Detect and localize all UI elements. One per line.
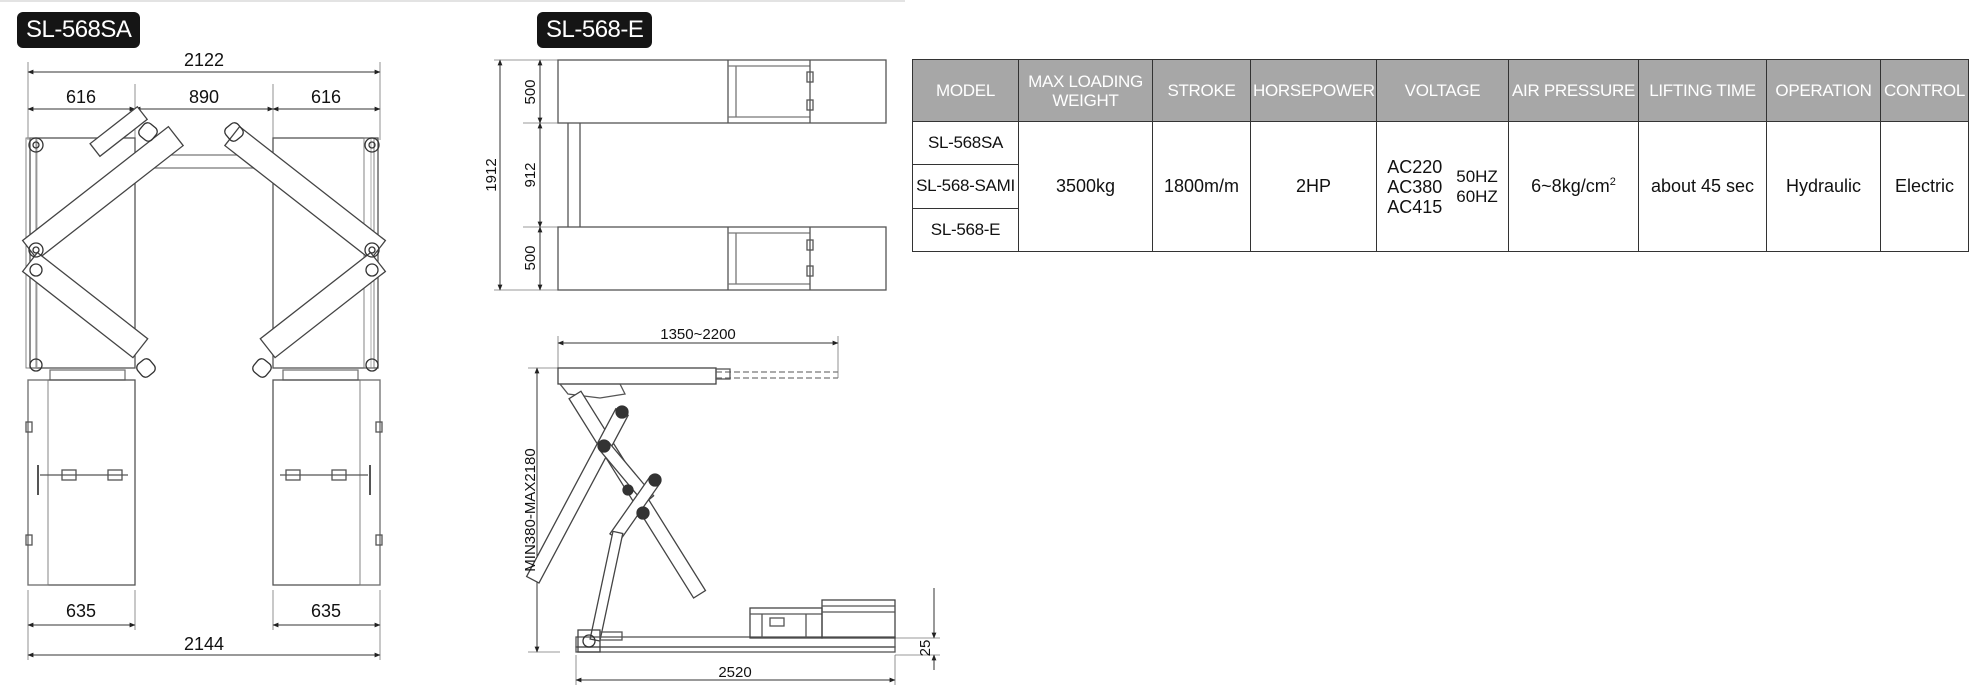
frequency-value: 50HZ — [1456, 166, 1498, 186]
dim-left-platform: 616 — [65, 87, 97, 107]
header-voltage: VOLTAGE — [1377, 60, 1509, 122]
dim-center-gap: 890 — [188, 87, 220, 107]
spec-header-row — [913, 60, 1969, 122]
header-stroke: STROKE — [1153, 60, 1251, 122]
spec-table — [912, 59, 1969, 252]
operation-cell: Hydraulic — [1767, 122, 1881, 252]
header-max-loading-weight: MAX LOADING WEIGHT — [1019, 60, 1153, 122]
dim-overall-bottom: 2144 — [183, 634, 225, 654]
stroke-cell: 1800m/m — [1153, 122, 1251, 252]
model-title-sl568sa: SL-568SA — [17, 12, 140, 48]
dim-base-height: 25 — [917, 639, 934, 657]
horsepower-cell: 2HP — [1251, 122, 1377, 252]
model-cell: SL-568-SAMI — [913, 165, 1019, 208]
dim-overall-width: 2122 — [183, 50, 225, 70]
model-cell: SL-568SA — [913, 122, 1019, 165]
control-cell: Electric — [1881, 122, 1969, 252]
top-view-drawing — [23, 62, 386, 660]
header-model: MODEL — [913, 60, 1019, 122]
header-operation: OPERATION — [1767, 60, 1881, 122]
dim-right-platform: 616 — [310, 87, 342, 107]
dim-middle-gap: 912 — [522, 162, 539, 188]
dim-lower-left: 635 — [65, 601, 97, 621]
voltage-value: AC220 — [1387, 156, 1443, 177]
voltage-cell — [1377, 122, 1509, 252]
dim-total-length: 1912 — [483, 158, 500, 192]
dim-base-length: 2520 — [718, 664, 752, 681]
lifting-time-cell: about 45 sec — [1639, 122, 1767, 252]
table-row — [913, 122, 1969, 165]
air-pressure-value: 6~8kg/cm — [1531, 176, 1610, 196]
frequency-value: 60HZ — [1456, 186, 1498, 206]
voltage-value: AC380 — [1387, 176, 1443, 197]
plan-view-drawing — [494, 60, 886, 290]
header-horsepower: HORSEPOWER — [1251, 60, 1377, 122]
voltage-value: AC415 — [1387, 196, 1443, 217]
dim-platform-top: 500 — [522, 79, 539, 105]
dim-lower-right: 635 — [310, 601, 342, 621]
header-lifting-time: LIFTING TIME — [1639, 60, 1767, 122]
side-view-drawing — [527, 336, 940, 685]
header-control: CONTROL — [1881, 60, 1969, 122]
air-pressure-exponent: 2 — [1609, 176, 1616, 188]
dim-platform-bottom: 500 — [522, 245, 539, 271]
dim-platform-length: 1350~2200 — [660, 326, 736, 343]
max-loading-weight-cell: 3500kg — [1019, 122, 1153, 252]
header-air-pressure: AIR PRESSURE — [1509, 60, 1639, 122]
air-pressure-cell — [1509, 122, 1639, 252]
model-cell: SL-568-E — [913, 208, 1019, 251]
dim-height-range: MIN380-MAX2180 — [522, 448, 539, 572]
model-title-sl568e: SL-568-E — [537, 12, 652, 48]
